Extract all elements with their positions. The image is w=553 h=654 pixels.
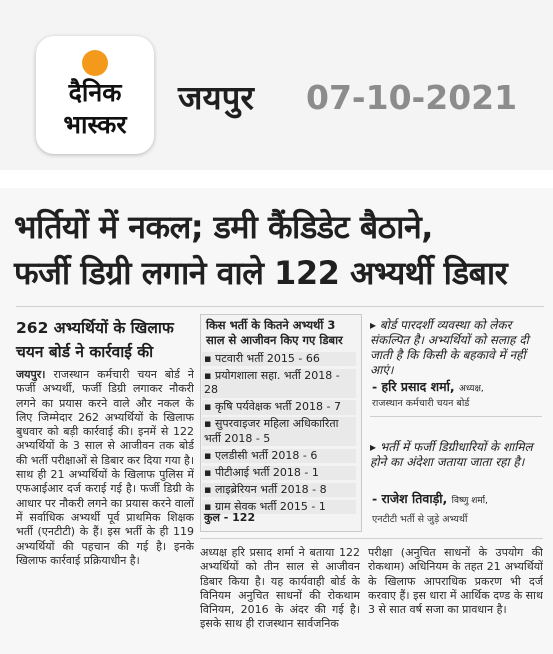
headline-divider — [16, 306, 544, 307]
quote-2 — [370, 440, 542, 470]
subheadline-line-1: 262 अभ्यर्थियों के खिलाफ — [16, 319, 174, 337]
quote-2-text: भर्ती में फर्जी डिग्रीधारियों के शामिल होने का अंदेशा जताया जाता रहा है। — [370, 440, 533, 469]
headline-line-1: भर्तियों में नकल; डमी कैंडिडेट बैठाने, — [14, 208, 433, 246]
quote-mark-icon: ▸ — [370, 440, 377, 454]
list-item: ▪ पीटीआई भर्ती 2018 - 1 — [202, 466, 356, 480]
edition-date: 07-10-2021 — [306, 78, 518, 117]
article-body-1: राजस्थान कर्मचारी चयन बोर्ड ने फर्जी अभ्यर्थी, फर्जी डिग्री लगाकर नौकरी लगने का प्रयास करने वाले और नकल के लिए जिम्मेदार 262 अभ्यर्थियों के खिलाफ बुधवार को बड़ी कार्रवाई की। इनमें से 122 अभ्यर्थियों के 3 साल से आजीवन तक बोर्ड की भर्ती परीक्षाओं से डिबार कर दिया गया है। साथ ही 21 अभ्यर्थियों के खिलाफ पुलिस में एफआईआर दर्ज कराई गई है। फर्जी डिग्री के आधार पर नौकरी लगने का प्रयास करने वालों में सर्वाधिक अभ्यर्थी पूर्व प्राथमिक शिक्षक भर्ती (एनटीटी) के हैं। इस भर्ती के ही 119 अभ्यर्थियों की पहचान की गई है। इनके खिलाफ कार्रवाई प्रक्रियाधीन है। — [16, 368, 194, 567]
quote-mark-icon: ▸ — [370, 318, 377, 332]
info-box-total: कुल - 122 — [204, 511, 256, 524]
list-item: ▪ सुपरवाइजर महिला अधिकारिता भर्ती 2018 - 5 — [202, 417, 356, 446]
lower-divider — [200, 538, 543, 539]
article-column-1 — [16, 368, 194, 650]
list-item: ▪ प्रयोगशाला सहा. भर्ती 2018 - 28 — [202, 369, 356, 398]
article-column-2: अध्यक्ष हरि प्रसाद शर्मा ने बताया 122 अभ्यर्थियों को तीन साल से आजीवन डिबार किया है। यह कार्यवाही बोर्ड के विनियम अनुचित साधनों की रोकथाम विनियम, 2016 के अंदर की गई है। इसके साथ ही राजस्थान सार्वजनिक — [200, 546, 360, 631]
list-item: ▪ कृषि पर्यवेक्षक भर्ती 2018 - 7 — [202, 400, 356, 414]
list-item: ▪ ग्राम सेवक भर्ती 2015 - 1 — [202, 500, 356, 514]
quote-1-author: - हरि प्रसाद शर्मा, अध्यक्ष, — [372, 379, 484, 394]
dateline: जयपुर। — [16, 368, 46, 381]
sun-icon — [82, 50, 108, 76]
subheadline-line-2: चयन बोर्ड ने कार्रवाई की — [16, 343, 154, 361]
list-item: ▪ एलडीसी भर्ती 2018 - 6 — [202, 449, 356, 463]
quote-divider — [370, 416, 542, 417]
list-item: ▪ लाइब्रेरियन भर्ती 2018 - 8 — [202, 483, 356, 497]
quote-2-role: एनटीटी भर्ती से जुड़े अभ्यर्थी — [372, 514, 468, 525]
headline-line-2: फर्जी डिग्री लगाने वाले 122 अभ्यर्थी डिबार — [14, 254, 508, 292]
quote-1-text: बोर्ड पारदर्शी व्यवस्था को लेकर संकल्पित है। अभ्यर्थियों को सलाह दी जाती है कि किसी के बहकावे में नहीं आएं। — [370, 318, 529, 377]
info-box-title: किस भर्ती के कितने अभ्यर्थी 3 साल से आजीवन किए गए डिबार — [206, 318, 343, 347]
quote-2-author: - राजेश तिवाड़ी, विष्णु शर्मा, — [372, 491, 488, 506]
dainik-bhaskar-logo[interactable] — [36, 36, 154, 154]
quote-1 — [370, 318, 542, 378]
edition-city: जयपुर — [178, 78, 254, 117]
logo-line-2: भास्कर — [63, 110, 127, 139]
info-box-list — [202, 352, 356, 517]
logo-line-1: दैनिक — [68, 78, 122, 107]
list-item: ▪ पटवारी भर्ती 2015 - 66 — [202, 352, 356, 366]
quote-1-role: राजस्थान कर्मचारी चयन बोर्ड — [372, 398, 470, 409]
article-column-3: परीक्षा (अनुचित साधनों के उपयोग की रोकथाम) अधिनियम के तहत 21 अभ्यर्थियों के खिलाफ आपराधिक प्रकरण भी दर्ज करवाए हैं। इस धारा में आर्थिक दण्ड के साथ 3 से सात वर्ष सजा का प्रावधान है। — [368, 546, 543, 617]
